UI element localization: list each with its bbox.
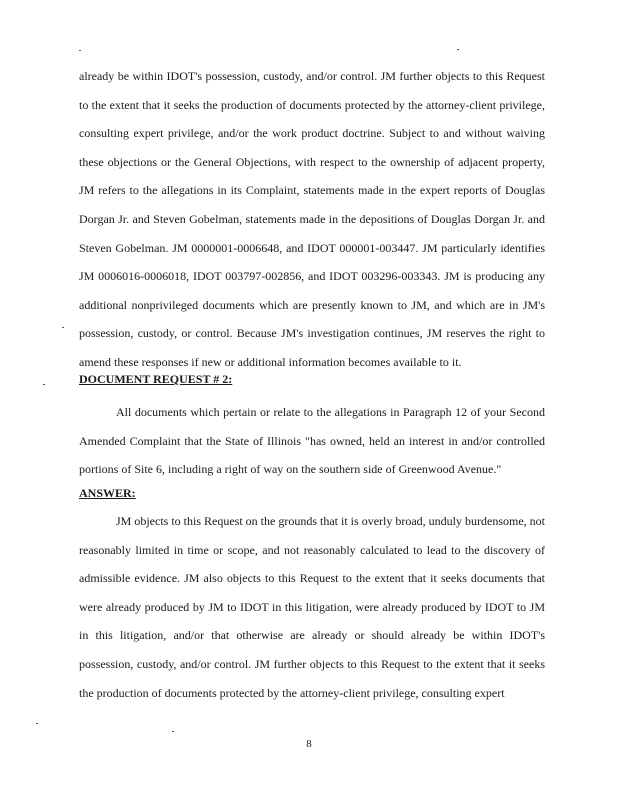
document-request-text: All documents which pertain or relate to the allegations in Paragraph 12 of your Second Amended Complaint that the State of Illinois "has owned, held an interest in and/or controlled portions of Site 6, including a right of way on the southern side of Greenwood Avenue.": [79, 405, 545, 477]
scan-speck: [62, 327, 64, 328]
continued-answer-paragraph: already be within IDOT's possession, custody, and/or control. JM further objects to this Request to the extent that it seeks the production of documents protected by the attorney-client privilege, consulting expert privilege, and/or the work product doctrine. Subject to and without waiving these objections or the General Objections, with respect to the ownership of adjacent property, JM refers to the allegations in its Complaint, statements made in the expert reports of Douglas Dorgan Jr. and Steven Gobelman, statements made in the depositions of Douglas Dorgan Jr. and Steven Gobelman. JM 0000001-0006648, and IDOT 000001-003447. JM particularly identifies JM 0006016-0006018, IDOT 003797-002856, and IDOT 003296-003343. JM is producing any additional nonprivileged documents which are presently known to JM, and which are in JM's possession, custody, or control. Because JM's investigation continues, JM reserves the right to amend these responses if new or additional information becomes available to it.: [79, 69, 545, 369]
scan-speck: [172, 731, 174, 732]
scan-speck: [457, 49, 459, 50]
scan-speck: [36, 723, 38, 724]
scan-speck: [43, 384, 45, 385]
answer-heading: ANSWER:: [79, 486, 136, 500]
scan-speck: [79, 50, 81, 51]
answer-paragraph: JM objects to this Request on the grounds that it is overly broad, unduly burdensome, not reasonably limited in time or scope, and not reasonably calculated to lead to the discovery of admissible evidence. JM also objects to this Request to the extent that it seeks documents that were already produced by JM to IDOT in this litigation, were already produced by IDOT to JM in this litigation, and/or that otherwise are already or should already be within IDOT's possession, custody, and/or control. JM further objects to this Request to the extent that it seeks the production of documents protected by the attorney-client privilege, consulting expert: [79, 514, 545, 700]
document-request-heading: DOCUMENT REQUEST # 2:: [79, 372, 233, 386]
page-number: 8: [306, 738, 312, 750]
